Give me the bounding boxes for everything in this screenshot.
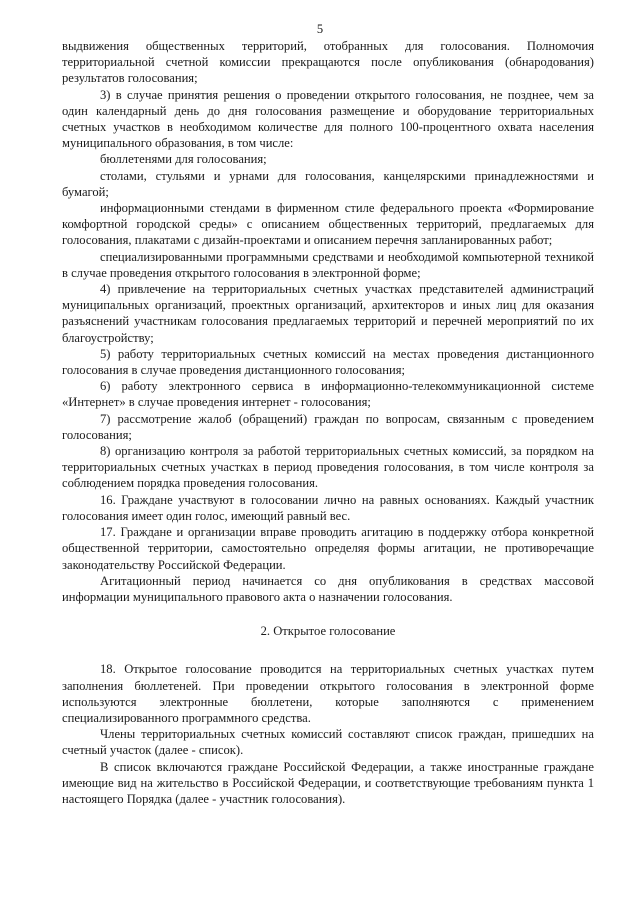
paragraph: выдвижения общественных территорий, отобранных для голосования. Полномочия территориальной счетной комиссии прекращаются после опубликования (обнародования) результатов голосования; bbox=[62, 39, 594, 86]
paragraph: 3) в случае принятия решения о проведении открытого голосования, не позднее, чем за один календарный день до дня голосования размещение и оборудование территориальных счетных участков в необходимом количестве для полного 100-процентного охвата населения муниципального образования, в том числе: bbox=[62, 87, 594, 151]
paragraph: 7) рассмотрение жалоб (обращений) граждан по вопросам, связанным с проведением голосования; bbox=[62, 411, 594, 442]
paragraph: В список включаются граждане Российской Федерации, а также иностранные граждане имеющие вид на жительство в Российской Федерации, и соответствующие требованиям пункта 1 настоящего Порядка (далее - участник голосования). bbox=[62, 759, 594, 806]
paragraph: 4) привлечение на территориальных счетных участках представителей администраций муниципальных организаций, проектных организаций, архитекторов и иных лиц для оказания разъяснений участникам голосования предлагаемых территорий и перечней мероприятий по их благоустройству; bbox=[62, 282, 594, 345]
paragraph: 8) организацию контроля за работой территориальных счетных комиссий, за порядком на территориальных счетных участках в период проведения голосования, в том числе контроля за соблюдением порядка проведения голосования. bbox=[62, 444, 594, 491]
paragraph: бюллетенями для голосования; bbox=[100, 152, 267, 167]
paragraph: 17. Граждане и организации вправе проводить агитацию в поддержку отбора конкретной общественной территории, самостоятельно определяя формы агитации, не противоречащие законодательству Российской Федерации. bbox=[62, 525, 594, 572]
paragraph: столами, стульями и урнами для голосования, канцелярскими принадлежностями и бумагой; bbox=[62, 168, 594, 199]
document-body bbox=[62, 38, 594, 807]
paragraph: 16. Граждане участвуют в голосовании лично на равных основаниях. Каждый участник голосования имеет один голос, имеющий равный вес. bbox=[62, 492, 594, 523]
page-number: 5 bbox=[316, 22, 324, 36]
paragraph: 6) работу электронного сервиса в информационно-телекоммуникационной системе «Интернет» в случае проведения интернет - голосования; bbox=[62, 379, 594, 410]
paragraph: 18. Открытое голосование проводится на территориальных счетных участках путем заполнения бюллетеней. При проведении открытого голосования в электронной форме используются электронные бюллетени, которые заполняются с применением специализированного программного средства. bbox=[62, 662, 594, 725]
paragraph: Агитационный период начинается со дня опубликования в средствах массовой информации муниципального правового акта о назначении голосования. bbox=[62, 573, 594, 604]
paragraphs-after-section bbox=[62, 661, 594, 807]
paragraph: специализированными программными средствами и необходимой компьютерной техникой в случае проведения открытого голосования в электронной форме; bbox=[62, 249, 594, 280]
paragraph: Члены территориальных счетных комиссий составляют список граждан, пришедших на счетный участок (далее - список). bbox=[62, 727, 594, 758]
section-heading: 2. Открытое голосование bbox=[260, 624, 396, 639]
paragraph: 5) работу территориальных счетных комиссий на местах проведения дистанционного голосования в случае проведения дистанционного голосования; bbox=[62, 346, 594, 378]
paragraph: информационными стендами в фирменном стиле федерального проекта «Формирование комфортной городской среды» с описанием общественных территорий, предлагаемых для голосования, плакатами с дизайн-проектами и описанием перечня запланированных работ; bbox=[62, 201, 594, 248]
paragraphs-before-section bbox=[62, 38, 594, 605]
